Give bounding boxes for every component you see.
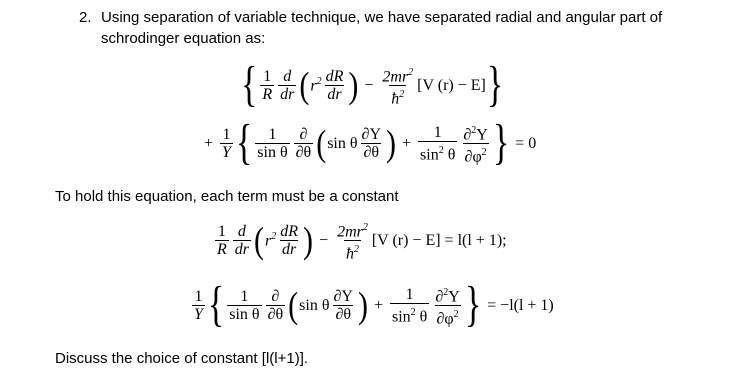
question-number: 2. xyxy=(79,9,92,26)
potential-bracket: [V (r) − E] xyxy=(417,76,486,94)
angular-rhs: = −l(l + 1) xyxy=(487,296,554,314)
r-squared: $r^2$ xyxy=(265,231,277,250)
minus-sign: − xyxy=(364,76,374,94)
equation-3-angular: $\frac{1}{Y}$ { $\frac{1}{\text{sin θ}}$ $\frac{\partial}{\partial\theta}$ ( sin θ $\frac{\partial Y}{\partial\theta}$ ) + $\frac{1}{\sin^2 \theta}$ $\frac{\partial^2Y}{\partial\varphi^2}$ } = −l(l + 1) xyxy=(194,278,554,332)
fraction-one-over-Y: $\frac{1}{Y}$ xyxy=(222,126,231,162)
fraction-2mr2-hbar2: $\frac{2mr^2}{ħ^2}$ xyxy=(382,67,414,108)
equation-2-radial: $\frac{1}{R}$ $\frac{d}{dr}$ ( $r^2$ $\frac{dR}{dr}$ ) − $\frac{2mr^2}{ħ^2}$ [V (r) − E] = l(l + 1); xyxy=(217,219,507,263)
fraction-d-dr: $\frac{d}{dr}$ xyxy=(280,68,295,104)
fraction-partial-theta: $\frac{\partial}{\partial\theta}$ xyxy=(267,288,284,324)
fraction-d2Y-dphi2: $\frac{\partial^2Y}{\partial\varphi^2}$ xyxy=(435,287,460,328)
fraction-one-over-sin2-theta: $\frac{1}{\sin^2 \theta}$ xyxy=(392,286,428,326)
fraction-2mr2-hbar2: $\frac{2mr^2}{ħ^2}$ xyxy=(337,222,368,263)
fraction-d2Y-dphi2: $\frac{\partial^2Y}{\partial\varphi^2}$ xyxy=(463,125,488,166)
equation-1-angular: + $\frac{1}{Y}$ { $\frac{1}{\text{sin θ}}$ $\frac{\partial}{\partial\theta}$ ( sin θ $\frac{\partial Y}{\partial\theta}$ ) + $\frac{1}{\sin^2 \theta}$ $\frac{\partial^2Y}{\partial\varphi^2}$ } = 0 xyxy=(204,116,537,170)
fraction-dY-dtheta: $\frac{\partial Y}{\partial\theta}$ xyxy=(333,288,353,324)
fraction-dY-dtheta: $\frac{\partial Y}{\partial\theta}$ xyxy=(361,126,381,162)
close-curly-brace: } xyxy=(486,58,504,112)
statement-text: To hold this equation, each term must be a constant xyxy=(55,188,399,205)
plus-sign-2: + xyxy=(402,134,412,152)
fraction-one-over-R: $\frac{1}{R}$ xyxy=(217,223,227,259)
question-line-2: schrodinger equation as: xyxy=(101,30,266,47)
equation-1-radial: { $\frac{1}{R}$ $\frac{d}{dr}$ ( $r^2$ $\frac{dR}{dr}$ ) − $\frac{2mr^2}{ħ^2}$ [V (r) − E] } xyxy=(241,58,504,112)
fraction-dR-dr: $\frac{dR}{dr}$ xyxy=(280,223,299,259)
r-squared: $r^2$ xyxy=(310,76,322,95)
fraction-one-over-sin2-theta: $\frac{1}{\sin^2 \theta}$ xyxy=(420,124,456,164)
plus-sign: + xyxy=(204,134,214,152)
radial-rhs: [V (r) − E] = l(l + 1); xyxy=(371,231,507,249)
equals-zero: = 0 xyxy=(515,134,537,152)
minus-sign: − xyxy=(319,231,329,249)
sin-theta: sin θ xyxy=(299,296,330,314)
open-curly-brace: { xyxy=(241,58,258,112)
fraction-one-over-sin-theta: $\frac{1}{\text{sin θ}}$ xyxy=(257,126,288,162)
fraction-partial-theta: $\frac{\partial}{\partial\theta}$ xyxy=(295,126,312,162)
fraction-one-over-sin-theta: $\frac{1}{\text{sin θ}}$ xyxy=(229,288,260,324)
fraction-dR-dr: $\frac{dR}{dr}$ xyxy=(325,68,344,104)
fraction-d-dr: $\frac{d}{dr}$ xyxy=(234,223,250,259)
fraction-one-over-R: $\frac{1}{R}$ xyxy=(262,68,273,104)
closing-text: Discuss the choice of constant [l(l+1)]. xyxy=(55,350,309,367)
plus-sign: + xyxy=(373,296,383,314)
fraction-one-over-Y: $\frac{1}{Y}$ xyxy=(194,288,203,324)
sin-theta: sin θ xyxy=(327,134,358,152)
question-line-1: Using separation of variable technique, we have separated radial and angular part of xyxy=(101,9,663,26)
